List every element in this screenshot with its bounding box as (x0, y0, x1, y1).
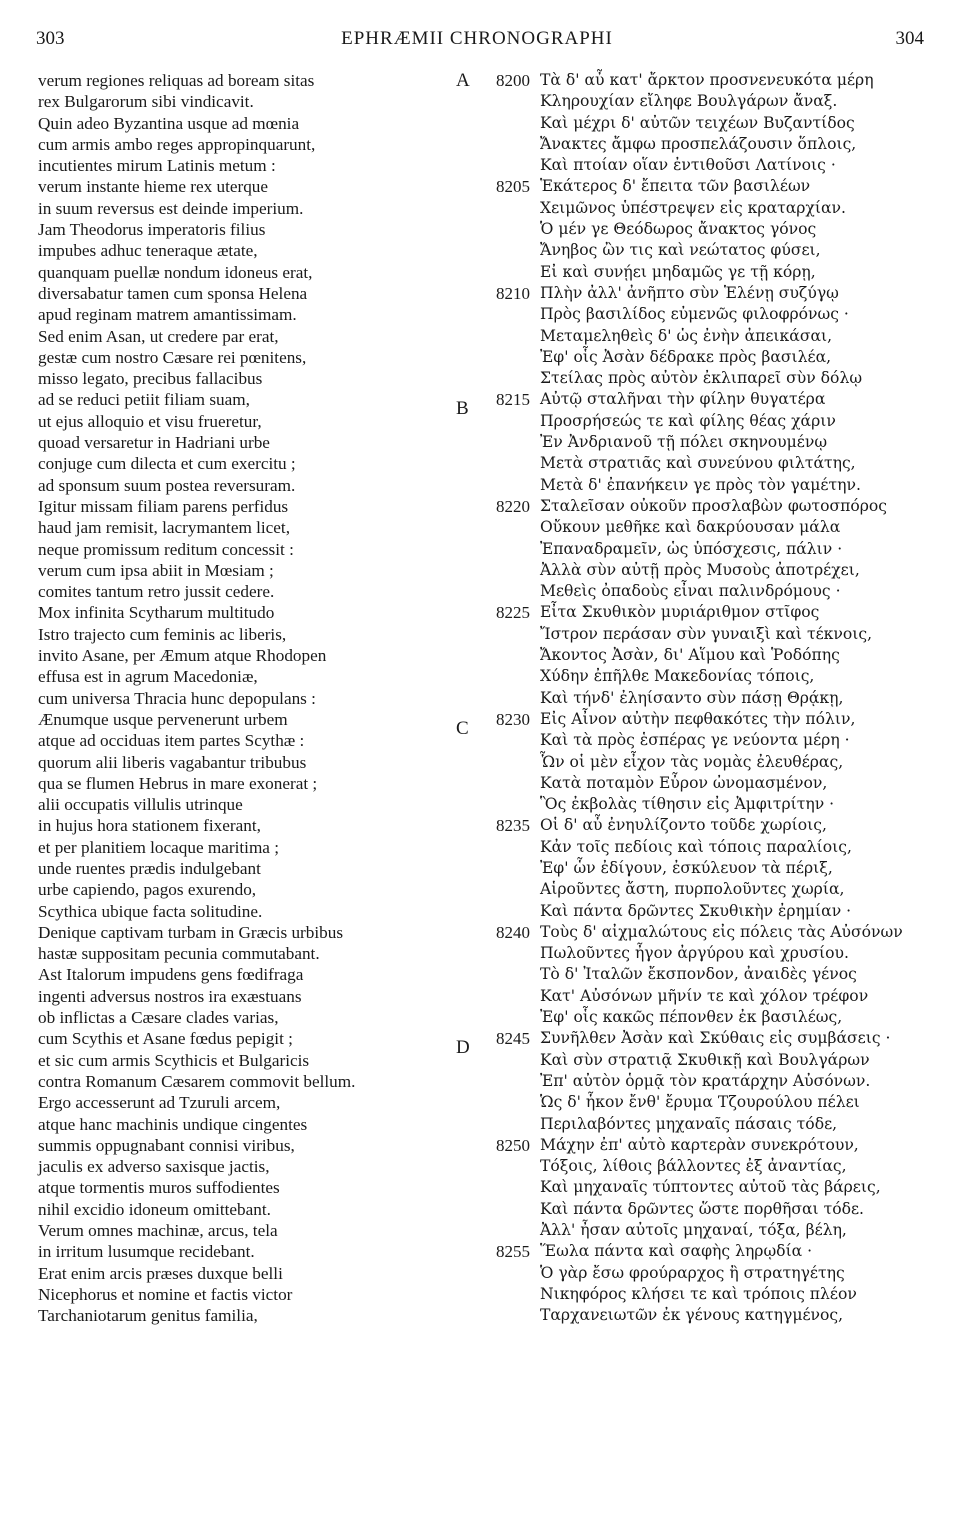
latin-line: qua se flumen Hebrus in mare exonerat ; (38, 773, 318, 793)
latin-line: Scythica ubique facta solitudine. (38, 901, 263, 921)
greek-line: Συνῆλθεν Ἀσὰν καὶ Σκύθαις εἰς συμβάσεις · (540, 1029, 891, 1048)
latin-line: haud jam remisit, lacrymantem licet, (38, 518, 290, 538)
margin-row (456, 922, 536, 943)
margin-row (456, 91, 536, 112)
margin-row (456, 517, 536, 538)
latin-line: hastæ suppositam pecunia commutabant. (38, 944, 320, 964)
margin-row (456, 709, 536, 739)
latin-line: misso legato, precibus fallacibus (38, 369, 263, 389)
margin-row (456, 879, 536, 900)
latin-line: Istro trajecto cum feminis ac liberis, (38, 624, 287, 644)
verse-number: 8210 (496, 283, 530, 303)
greek-line: Περιλαβόντες μηχαναῖς πάσαις τόδε, (540, 1114, 838, 1133)
margin-row (456, 986, 536, 1007)
greek-line: Καὶ πτοίαν οἵαν ἐντιθοῦσι Λατίνοις · (540, 156, 836, 175)
latin-line: quanquam puellæ nondum idoneus erat, (38, 262, 313, 282)
margin-row (456, 155, 536, 176)
greek-line: Καὶ πάντα δρῶντες ὥστε πορθῆσαι τόδε. (540, 1199, 865, 1218)
greek-line: Προσρήσεώς τε καὶ φίλης θέας χάριν (540, 411, 836, 430)
margin-row (456, 262, 536, 283)
margin-row (456, 1305, 536, 1326)
greek-line: Καὶ σὺν στρατιᾷ Σκυθικῇ καὶ Βουλγάρων (540, 1050, 870, 1069)
latin-line: cum Scythis et Asane fœdus pepigit ; (38, 1029, 293, 1049)
latin-line: Jam Theodorus imperatoris filius (38, 220, 266, 240)
latin-line: unde ruentes prædis indulgebant (38, 858, 261, 878)
latin-line: cum universa Thracia hunc depopulans : (38, 688, 316, 708)
margin-row (456, 1199, 536, 1220)
latin-line: summis oppugnabant connisi viribus, (38, 1135, 295, 1155)
verse-number: 8225 (496, 603, 530, 623)
margin-row (456, 432, 536, 453)
latin-line: verum regiones reliquas ad boream sitas (38, 71, 315, 90)
margin-row (456, 326, 536, 347)
margin-row (456, 1220, 536, 1241)
greek-line: Κατὰ ποταμὸν Εὖρον ὠνομασμένον, (540, 773, 828, 792)
latin-line: Quin adeo Byzantina usque ad mœnia (38, 113, 300, 133)
latin-line: jaculis ex adverso saxisque jactis, (38, 1157, 270, 1177)
latin-line: Mox infinita Scytharum multitudo (38, 603, 275, 623)
latin-line: ad se reduci petiit filiam suam, (38, 390, 250, 410)
margin-row (456, 730, 536, 751)
margin-row (456, 283, 536, 304)
greek-line: Πλὴν ἀλλ' ἀνῆπτο σὺν Ἑλένῃ συζύγῳ (540, 283, 839, 302)
margin-row (456, 389, 536, 420)
line-number-column (456, 70, 536, 1327)
greek-line: Ἐπ' αὐτὸν ὁρμᾷ τὸν κρατάρχην Αὐσόνων. (540, 1071, 871, 1090)
greek-line: Τὰ δ' αὖ κατ' ἄρκτον προσνενευκότα μέρη (540, 71, 874, 89)
margin-row (456, 794, 536, 815)
margin-row (456, 1156, 536, 1177)
latin-column (38, 70, 478, 1327)
margin-row (456, 475, 536, 496)
greek-line: Ὁ μέν γε Θεόδωρος ἄνακτος γόνος (540, 220, 817, 239)
latin-line: atque ad occiduas item partes Scythæ : (38, 731, 305, 751)
latin-line: Tarchaniotarum genitus familia, (38, 1306, 258, 1326)
latin-line: atque hanc machinis undique cingentes (38, 1114, 308, 1134)
margin-row (456, 304, 536, 325)
greek-line: Πωλοῦντες ἦγον ἀργύρου καὶ χρυσίου. (540, 944, 849, 963)
margin-row (456, 688, 536, 709)
greek-line: Μετὰ δ' ἐπανήκειν γε πρὸς τὸν γαμέτην. (540, 475, 861, 494)
verse-number: 8205 (496, 177, 530, 197)
greek-line: Ὡς δ' ἧκον ἔνθ' ἔρυμα Τζουρούλου πέλει (540, 1093, 860, 1112)
verse-number: 8220 (496, 496, 530, 516)
greek-line: Μεθεὶς ὀπαδοὺς εἶναι παλινδρόμους · (540, 582, 841, 601)
margin-row (456, 645, 536, 666)
latin-line: Verum omnes machinæ, arcus, tela (38, 1221, 278, 1241)
latin-line: conjuge cum dilecta et cum exercitu ; (38, 454, 296, 474)
greek-line: Τὸ δ' Ἰταλῶν ἔκσπονδον, ἀναιδὲς γένος (540, 965, 857, 984)
margin-row (456, 964, 536, 985)
section-letter: A (456, 70, 470, 91)
latin-line: urbe capiendo, pagos exurendo, (38, 880, 257, 900)
running-title: EPHRÆMII CHRONOGRAPHI (341, 28, 613, 49)
greek-line: Καὶ μηχαναῖς τύπτοντες αὐτοῦ τὰς βάρεις, (540, 1178, 881, 1197)
latin-line: effusa est in agrum Macedoniæ, (38, 667, 258, 687)
verse-number: 8215 (496, 390, 530, 410)
margin-row (456, 858, 536, 879)
latin-line: quoad versaretur in Hadriani urbe (38, 433, 270, 453)
latin-line: ingenti adversus nostros ira exæstuans (38, 986, 302, 1006)
greek-line: Ἄκοντος Ἀσὰν, δι' Αἵμου καὶ Ῥοδόπης (540, 646, 840, 665)
margin-row (456, 1114, 536, 1135)
greek-line: Αἱροῦντες ἄστη, πυρπολοῦντες χωρία, (540, 880, 845, 899)
greek-line: Ὃς ἐκβολὰς τίθησιν εἰς Ἀμφιτρίτην · (540, 795, 835, 814)
greek-line: Μεταμεληθεὶς δ' ὡς ἐνὴν ἀπεικάσαι, (540, 326, 833, 345)
latin-line: Sed enim Asan, ut credere par erat, (38, 326, 279, 346)
greek-line: Στείλας πρὸς αὐτὸν ἐκλιπαρεῖ σὺν δόλῳ (540, 369, 863, 388)
greek-line: Κληρουχίαν εἴληφε Βουλγάρων ἄναξ. (540, 92, 838, 111)
margin-row (456, 1241, 536, 1262)
latin-line: verum instante hieme rex uterque (38, 177, 269, 197)
greek-line: Τόξοις, λίθοις βάλλοντες ἐξ ἀναντίας, (540, 1157, 847, 1176)
margin-row (456, 1007, 536, 1028)
margin-row (456, 176, 536, 197)
latin-line: Ast Italorum impudens gens fœdifraga (38, 965, 304, 985)
latin-line: diversabatur tamen cum sponsa Helena (38, 283, 308, 303)
greek-line: Νικηφόρος κλήσει τε καὶ τρόποις πλέον (540, 1284, 857, 1303)
greek-line: Αὐτῷ σταλῆναι τὴν φίλην θυγατέρα (540, 390, 826, 409)
latin-line: impubes adhuc teneraque ætate, (38, 241, 258, 261)
latin-line: verum cum ipsa abiit in Mœsiam ; (38, 560, 274, 580)
greek-line: Ἐν Ἀνδριανοῦ τῇ πόλει σκηνουμένῳ (540, 433, 828, 452)
verse-number: 8200 (496, 71, 530, 90)
latin-line: neque promissum reditum concessit : (38, 539, 294, 559)
latin-line: Igitur missam filiam parens perfidus (38, 496, 289, 516)
latin-line: cum armis ambo reges appropinquarunt, (38, 134, 316, 154)
margin-row (456, 1263, 536, 1284)
greek-line: Ἀλλὰ σὺν αὐτῇ πρὸς Μυσοὺς ἀποτρέχει, (540, 560, 860, 579)
greek-column (540, 70, 940, 1327)
latin-line: quorum alii liberis vagabantur tribubus (38, 752, 307, 772)
latin-line: Ergo accesserunt ad Tzuruli arcem, (38, 1093, 281, 1113)
margin-row (456, 624, 536, 645)
latin-line: contra Romanum Cæsarem commovit bellum. (38, 1071, 356, 1091)
greek-line: Τοὺς δ' αἰχμαλώτους εἰς πόλεις τὰς Αὐσόνων (540, 922, 903, 941)
greek-line: Καὶ πάντα δρῶντες Σκυθικὴν ἐρημίαν · (540, 901, 852, 920)
latin-line: rex Bulgarorum sibi vindicavit. (38, 92, 254, 112)
greek-line: Καὶ τὰ πρὸς ἑσπέρας γε νεύοντα μέρη · (540, 731, 850, 750)
greek-line: Χειμῶνος ὑπέστρεψεν εἰς κραταρχίαν. (540, 198, 846, 217)
greek-line: Ἐφ' οἷς κακῶς πέπονθεν ἐκ βασιλέως, (540, 1008, 843, 1027)
latin-line: incutientes mirum Latinis metum : (38, 156, 276, 176)
latin-line: invito Asane, per Æmum atque Rhodopen (38, 646, 327, 666)
greek-line: Εἶτα Σκυθικὸν μυριάριθμον στῖφος (540, 603, 820, 622)
margin-row (456, 752, 536, 773)
greek-line: Ταρχανειωτῶν ἐκ γένους κατηγμένος, (540, 1306, 844, 1325)
margin-row (456, 815, 536, 836)
greek-line: Εἰς Αἶνον αὐτὴν πεφθακότες τὴν πόλιν, (540, 709, 856, 728)
latin-line: alii occupatis villulis utrinque (38, 795, 243, 815)
latin-line: Nicephorus et nomine et factis victor (38, 1284, 293, 1304)
verse-number: 8255 (496, 1242, 530, 1262)
margin-row (456, 666, 536, 687)
greek-line: Ἐφ' οἷς Ἀσὰν δέδρακε πρὸς βασιλέα, (540, 347, 832, 366)
margin-row (456, 453, 536, 474)
margin-row (456, 1071, 536, 1092)
greek-line: Χύδην ἐπῆλθε Μακεδονίας τόποις, (540, 667, 815, 686)
greek-line: Ἄνηβος ὢν τις καὶ νεώτατος φύσει, (540, 241, 821, 260)
greek-line: Ὧν οἱ μὲν εἶχον τὰς νομὰς ἐλευθέρας, (540, 752, 844, 771)
verse-number: 8250 (496, 1135, 530, 1155)
margin-row (456, 1028, 536, 1059)
verse-number: 8240 (496, 922, 530, 942)
latin-line: in hujus hora stationem fixerant, (38, 816, 261, 836)
greek-line: Μετὰ στρατιᾶς καὶ συνεύνου φιλτάτης, (540, 454, 856, 473)
latin-line: Denique captivam turbam in Græcis urbibus (38, 922, 344, 942)
greek-line: Οὔκουν μεθῆκε καὶ δακρύουσαν μάλα (540, 518, 841, 537)
margin-row (456, 198, 536, 219)
latin-line: apud reginam matrem amantissimam. (38, 305, 297, 325)
margin-row (456, 1050, 536, 1071)
margin-row (456, 560, 536, 581)
margin-row (456, 1284, 536, 1305)
margin-row (456, 943, 536, 964)
greek-line: Πρὸς βασιλίδος εὐμενῶς φιλοφρόνως · (540, 305, 849, 324)
latin-line: in irritum lusumque recidebant. (38, 1242, 255, 1262)
latin-line: et per planitiem locaque maritima ; (38, 837, 280, 857)
greek-line: Ἐφ' ὧν ἐδίγουν, ἐσκύλευον τὰ πέριξ, (540, 858, 833, 877)
greek-line: Ἀλλ' ἦσαν αὐτοῖς μηχαναί, τόξα, βέλη, (540, 1221, 847, 1240)
greek-line: Ἑκάτερος δ' ἔπειτα τῶν βασιλέων (540, 177, 811, 196)
greek-line: Ἴστρον περάσαν σὺν γυναιξὶ καὶ τέκνοις, (540, 624, 873, 643)
margin-row (456, 411, 536, 432)
greek-line: Καὶ τήνδ' ἐληίσαντο σὺν πάσῃ Θρᾴκῃ, (540, 688, 844, 707)
latin-line: et sic cum armis Scythicis et Bulgaricis (38, 1050, 310, 1070)
page-header (0, 28, 954, 60)
greek-line: Εἰ καὶ συνῄει μηδαμῶς γε τῇ κόρῃ, (540, 262, 816, 281)
margin-row (456, 773, 536, 794)
latin-line: Ænumque usque pervenerunt urbem (38, 709, 288, 729)
margin-row (456, 1177, 536, 1198)
margin-row (456, 1092, 536, 1113)
greek-line: Καὶ μέχρι δ' αὐτῶν τειχέων Βυζαντίδος (540, 113, 855, 132)
latin-line: Erat enim arcis præses duxque belli (38, 1263, 283, 1283)
verse-number: 8245 (496, 1029, 530, 1049)
latin-line: ut ejus alloquio et visu frueretur, (38, 411, 262, 431)
margin-row (456, 70, 536, 91)
verse-number: 8230 (496, 709, 530, 729)
latin-line: nihil excidio idoneum omittebant. (38, 1199, 271, 1219)
section-letter: C (456, 717, 469, 739)
margin-row (456, 539, 536, 560)
latin-line: comites tantum retro jussit cedere. (38, 582, 275, 602)
page-number-left: 303 (36, 28, 65, 49)
margin-row (456, 496, 536, 517)
greek-line: Ὁ γὰρ ἔσω φρούραρχος ἢ στρατηγέτης (540, 1263, 845, 1282)
greek-line: Μάχην ἐπ' αὐτὸ καρτερὰν συνεκρότουν, (540, 1135, 859, 1154)
margin-row (456, 240, 536, 261)
section-letter: B (456, 398, 469, 420)
verse-number: 8235 (496, 816, 530, 836)
latin-line: ad sponsum suum postea reversuram. (38, 475, 296, 495)
margin-row (456, 113, 536, 134)
latin-line: in suum reversus est deinde imperium. (38, 198, 304, 218)
latin-line: ob inflictas a Cæsare clades varias, (38, 1008, 279, 1028)
margin-row (456, 347, 536, 368)
margin-row (456, 581, 536, 602)
margin-row (456, 602, 536, 623)
margin-row (456, 901, 536, 922)
margin-row (456, 1135, 536, 1156)
margin-row (456, 368, 536, 389)
margin-row (456, 219, 536, 240)
greek-line: Κἀν τοῖς πεδίοις καὶ τόποις παραλίοις, (540, 837, 852, 856)
margin-row (456, 837, 536, 858)
greek-line: Ἕωλα πάντα καὶ σαφὴς ληρῳδία · (540, 1242, 813, 1261)
page-number-right: 304 (895, 28, 924, 49)
greek-line: Ἐπαναδραμεῖν, ὡς ὑπόσχεσις, πάλιν · (540, 539, 843, 558)
section-letter: D (456, 1037, 470, 1059)
greek-line: Σταλεῖσαν οὐκοῦν προσλαβὼν φωτοσπόρος (540, 496, 888, 515)
greek-line: Ἄνακτες ἄμφω προσπελάζουσιν ὅπλοις, (540, 134, 857, 153)
greek-line: Κατ' Αὐσόνων μῆνίν τε καὶ χόλον τρέφον (540, 986, 869, 1005)
margin-row (456, 134, 536, 155)
latin-line: atque tormentis muros suffodientes (38, 1178, 280, 1198)
greek-line: Οἱ δ' αὖ ἐνηυλίζοντο τοῦδε χωρίοις, (540, 816, 827, 835)
latin-line: gestæ cum nostro Cæsare rei pœnitens, (38, 347, 307, 367)
